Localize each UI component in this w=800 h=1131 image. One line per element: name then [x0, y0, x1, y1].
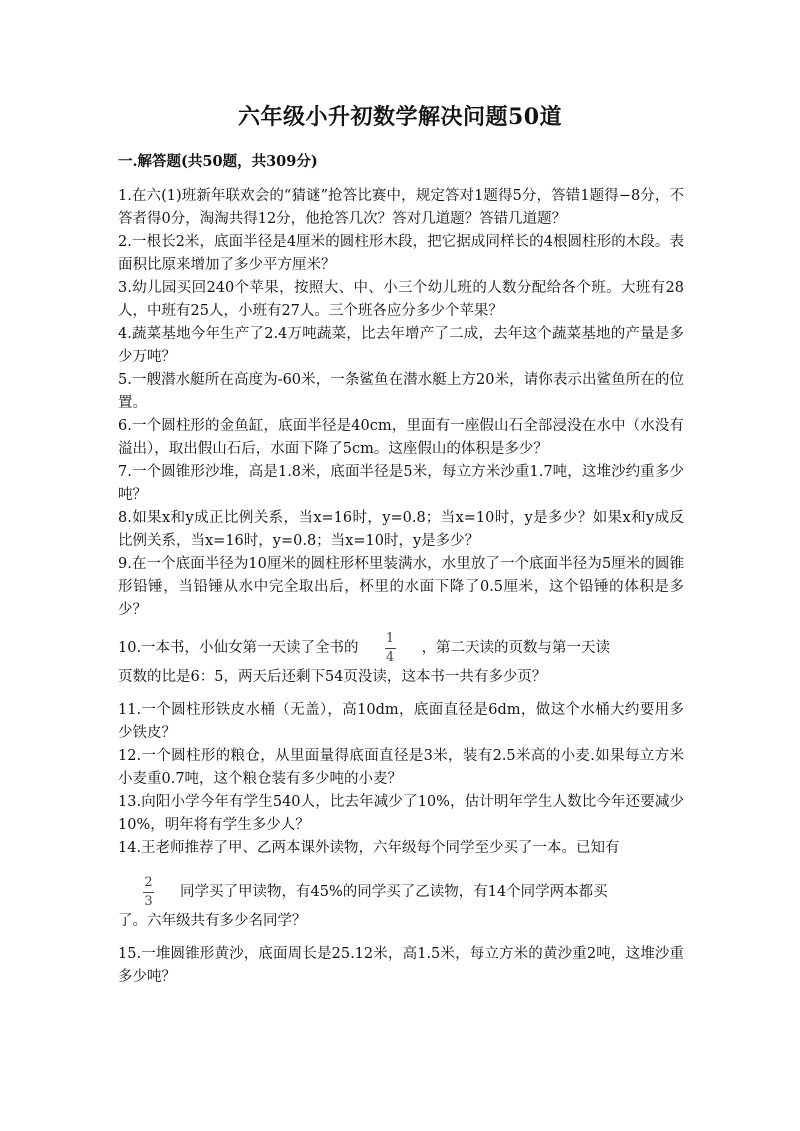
problem-13: 13.向阳小学今年有学生540人，比去年减少了10%，估计明年学生人数比今年还要减少10%，明年将有学生多少人？	[118, 794, 684, 833]
problem-10-text-start: 10.一本书，小仙女第一天读了全书的	[118, 639, 359, 656]
problem-5: 5.一艘潜水艇所在高度为-60米，一条鲨鱼在潜水艇上方20米，请你表示出鲨鱼所在的位置。	[118, 372, 684, 411]
problem-11: 11.一个圆柱形铁皮水桶（无盖），高10dm，底面直径是6dm，做这个水桶大约要用多少铁皮？	[118, 702, 684, 741]
problem-8: 8.如果x和y成正比例关系，当x=16时，y=0.8；当x=10时，y是多少？如果x和y成反比例关系，当x=16时，y=0.8；当x=10时，y是多少？	[118, 510, 684, 549]
fraction-denominator: 3	[144, 893, 153, 909]
fraction-two-thirds	[143, 876, 154, 909]
problem-15: 15.一堆圆锥形黄沙，底面周长是25.12米，高1.5米，每立方米的黄沙重2吨，这堆沙重多少吨？	[118, 946, 684, 985]
problem-1: 1.在六(1)班新年联欢会的“猜谜”抢答比赛中，规定答对1题得5分，答错1题得−8分，不答者得0分，淘淘共得12分，他抢答几次？答对几道题？答错几道题？	[118, 188, 684, 227]
fraction-one-quarter	[385, 632, 396, 665]
problem-10-text-middle: ，第二天读的页数与第一天读	[421, 639, 611, 656]
problem-9: 9.在一个底面半径为10厘米的圆柱形杯里装满水，水里放了一个底面半径为5厘米的圆锥形铅锤，当铅锤从水中完全取出后，杯里的水面下降了0.5厘米，这个铅锤的体积是多少？	[118, 556, 684, 618]
problem-7: 7.一个圆锥形沙堆，高是1.8米，底面半径是5米，每立方米沙重1.7吨，这堆沙约重多少吨？	[118, 464, 684, 503]
section-heading: 一.解答题(共50题，共309分)	[118, 153, 318, 170]
page-title: 六年级小升初数学解决问题50道	[237, 104, 563, 130]
problem-6: 6.一个圆柱形的金鱼缸，底面半径是40cm，里面有一座假山石全部浸没在水中（水没有溢出），取出假山石后，水面下降了5cm。这座假山的体积是多少？	[118, 418, 684, 457]
problem-14-line-3: 了。六年级共有多少名同学？	[118, 913, 307, 929]
problem-14-text-middle: 同学买了甲读物，有45%的同学买了乙读物，有14个同学两本都买	[180, 883, 608, 900]
fraction-numerator: 2	[144, 874, 153, 890]
fraction-numerator: 1	[385, 630, 395, 646]
problem-2: 2.一根长2米，底面半径是4厘米的圆柱形木段，把它据成同样长的4根圆柱形的木段。表面积比原来增加了多少平方厘米？	[118, 234, 684, 273]
problem-10-line-2: 页数的比是6：5，两天后还剩下54页没读，这本书一共有多少页？	[118, 669, 547, 685]
problem-list	[118, 185, 684, 989]
problem-3: 3.幼儿园买回240个苹果，按照大、中、小三个幼儿班的人数分配给各个班。大班有28人，中班有25人，小班有27人。三个班各应分多少个苹果？	[118, 280, 684, 319]
problem-4: 4.蔬菜基地今年生产了2.4万吨蔬菜，比去年增产了二成，去年这个蔬菜基地的产量是多少万吨？	[118, 326, 684, 365]
problem-12: 12.一个圆柱形的粮仓，从里面量得底面直径是3米，装有2.5米高的小麦.如果每立方米小麦重0.7吨，这个粮仓装有多少吨的小麦？	[118, 748, 684, 787]
problem-14-line-1: 14.王老师推荐了甲、乙两本课外读物，六年级每个同学至少买了一本。已知有	[118, 840, 620, 856]
fraction-denominator: 4	[385, 649, 395, 665]
